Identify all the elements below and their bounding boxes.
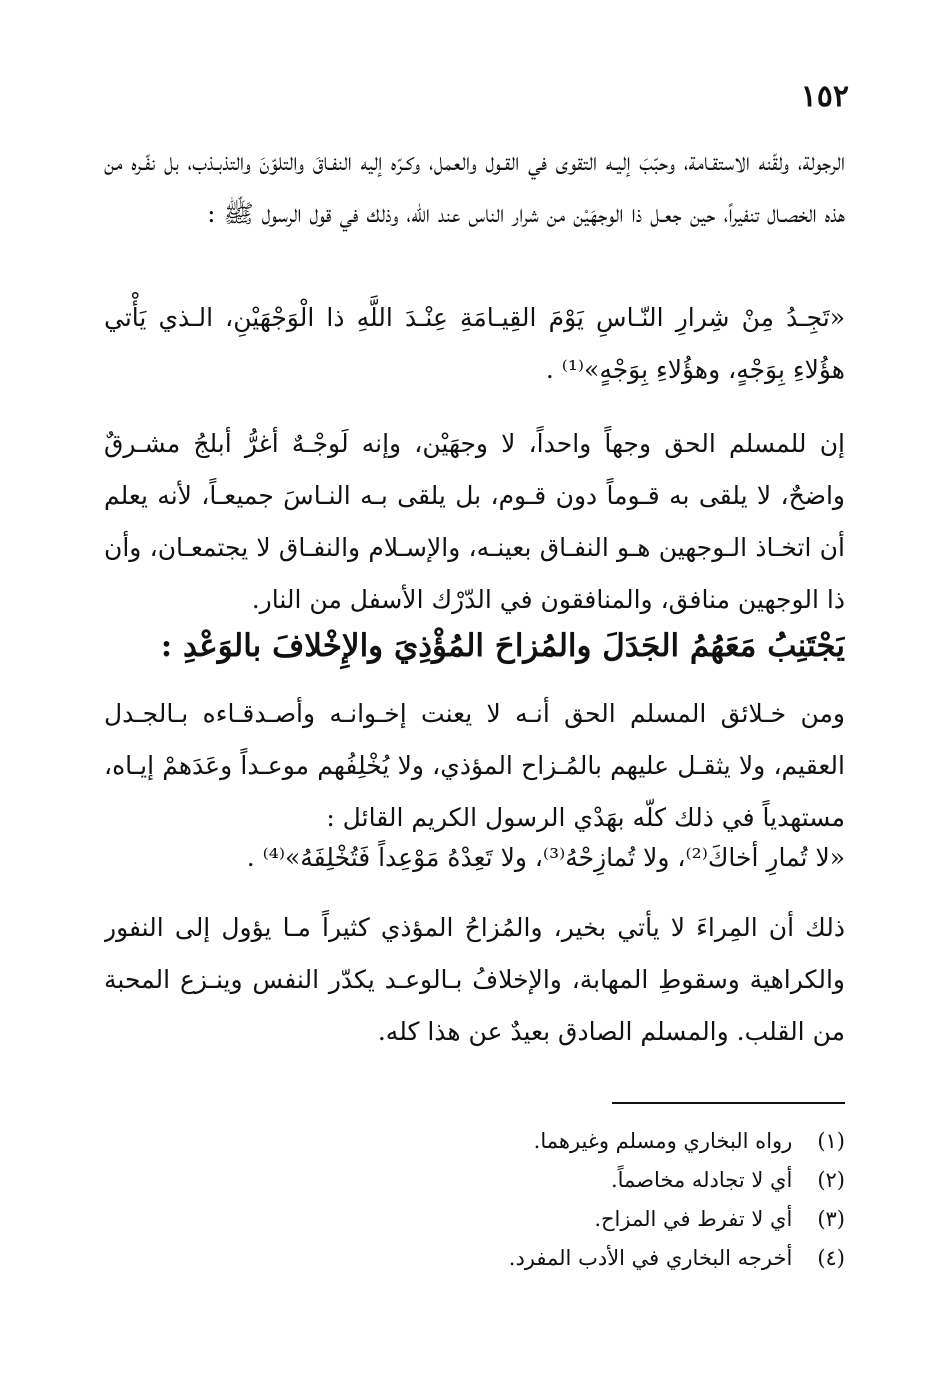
footnote-divider <box>612 1102 845 1104</box>
footnotes <box>420 1122 845 1278</box>
footnote-item <box>420 1161 845 1200</box>
footnote-item <box>420 1200 845 1239</box>
paragraph-one-face: إن للمسلم الحق وجهاً واحداً، لا وجهَيْن، وإنه لَوجْـهٌ أغرُّ أبلجُ مشـرقٌ واضحٌ، لا يلقى به قـوماً دون قـوم، بل يلقى بـه النـاسَ جميعـاً، لأنه يعلم أن اتخـاذ الـوجهين هـو النفـاق بعينـه، والإسـلام والنفـاق لا يجتمعـان، وأن ذا الوجهين منافق، والمنافقون في الدّرْك الأسفل من النار. <box>104 429 845 614</box>
paragraph-rujula: الرجولة، ولقّنه الاستقـامة، وحبّبَ إليـه التقوى في القـول والعمل، وكـرّه إليه النفـاقَ والتلوّنَ والتذبـذب، بل نفّـره من هذه الخصـال تنفيراً، حين جعـل ذا الوجهَيْن من شرار الناس عند الله، وذلك في قول الرسول ﷺ : <box>104 147 845 228</box>
footnote-number: (١) <box>817 1129 845 1153</box>
paragraph-avoid-argument: ومن خـلائق المسلم الحق أنـه لا يعنت إخـوانـه وأصـدقـاءه بـالجـدل العقيم، ولا يثقـل عليهم بالمُـزاح المؤذي، ولا يُخْلِفُهم موعـداً وعَدَهمْ إيـاه، مستهدياً في ذلك كلّه بهَدْي الرسول الكريم القائل : <box>104 699 845 832</box>
hadith-quote-two-faced: «تَجِـدُ مِنْ شِرارِ النّـاسِ يَوْمَ القِيـامَةِ عِنْـدَ اللَّهِ ذا الْوَجْهَيْنِ، الـذي يَأْتي هؤُلاءِ بِوَجْهٍ، وهؤُلاءِ بِوَجْهٍ»⁽¹⁾ . <box>104 303 845 384</box>
section-heading: يَجْتَنِبُ مَعَهُمُ الجَدَلَ والمُزاحَ المُؤْذِيَ والإِخْلافَ بالوَعْدِ : <box>160 628 845 664</box>
footnote-item <box>420 1239 845 1278</box>
footnote-item <box>420 1122 845 1161</box>
footnote-number: (٤) <box>817 1246 845 1270</box>
paragraph-closing: ذلك أن المِراءَ لا يأتي بخير، والمُزاحُ المؤذي كثيراً مـا يؤول إلى النفور والكراهية وسقوطِ المهابة، والإخلافُ بـالوعـد يكدّر النفس وينـزع المحبة من القلب. والمسلم الصادق بعيدٌ عن هذا كله. <box>104 913 845 1046</box>
footnote-text: أي لا تفرط في المزاح. <box>594 1207 793 1231</box>
page-number: ١٥٢ <box>800 79 849 114</box>
footnote-text: أي لا تجادله مخاصماً. <box>610 1168 793 1192</box>
footnote-text: رواه البخاري ومسلم وغيرهما. <box>533 1129 793 1153</box>
footnote-number: (٣) <box>817 1207 845 1231</box>
hadith-quote-do-not-argue: «لا تُمارِ أخاكَ⁽²⁾، ولا تُمازِحْهُ⁽³⁾، ولا تَعِدْهُ مَوْعِداً فَتُخْلِفَهُ»⁽⁴⁾ . <box>246 843 845 872</box>
footnote-number: (٢) <box>817 1168 845 1192</box>
footnote-text: أخرجه البخاري في الأدب المفرد. <box>508 1246 793 1270</box>
